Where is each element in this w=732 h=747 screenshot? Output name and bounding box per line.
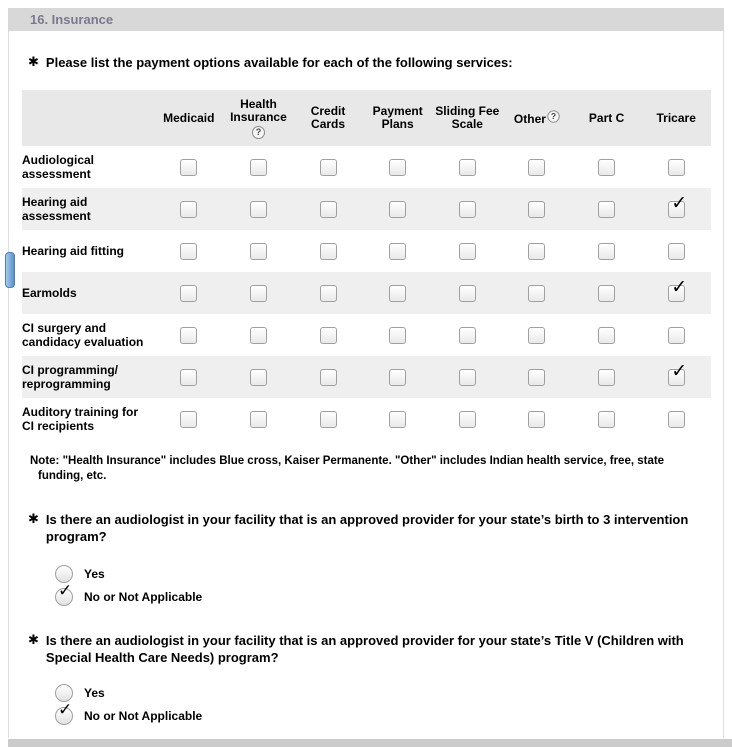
checkbox[interactable] <box>180 411 197 428</box>
checkbox[interactable] <box>598 243 615 260</box>
radio-group-title-v <box>55 683 202 725</box>
checkbox-cell <box>502 146 572 188</box>
checkbox-cell <box>224 356 294 398</box>
checkbox-cell <box>293 230 363 272</box>
checkbox-cell <box>572 272 642 314</box>
checkbox[interactable] <box>668 243 685 260</box>
radio-checkmark: ✓ <box>58 580 73 600</box>
row-label: Earmolds <box>22 286 77 300</box>
checkbox[interactable] <box>180 243 197 260</box>
checkbox-cell <box>433 188 503 230</box>
checkbox[interactable] <box>528 411 545 428</box>
checkbox-cell <box>154 356 224 398</box>
column-header-label: Part C <box>588 110 625 125</box>
checkbox-cell <box>363 314 433 356</box>
checkbox[interactable] <box>180 285 197 302</box>
checkbox[interactable] <box>528 369 545 386</box>
question-text: Is there an audiologist in your facility that is an approved provider for your state’s Title V (Children with Special Health Care Needs) program? <box>45 633 684 665</box>
question-text: Is there an audiologist in your facility that is an approved provider for your state’s birth to 3 intervention program? <box>45 512 689 544</box>
question-title-v <box>28 632 698 666</box>
checkbox[interactable] <box>250 369 267 386</box>
checkbox-cell <box>433 230 503 272</box>
column-header-label: Other ? <box>514 110 560 126</box>
checkbox-cell <box>154 272 224 314</box>
checkbox[interactable] <box>389 285 406 302</box>
radio-option[interactable] <box>55 699 203 725</box>
checkbox[interactable] <box>180 159 197 176</box>
row-label: Audiological assessment <box>22 153 94 181</box>
checkbox-cell <box>641 230 711 272</box>
checkbox-cell <box>433 272 503 314</box>
column-header-label: Sliding Fee Scale <box>435 104 500 131</box>
checkbox[interactable] <box>250 201 267 218</box>
required-asterisk: ✱ <box>28 632 39 647</box>
checkbox-cell <box>293 356 363 398</box>
checkbox[interactable] <box>320 285 337 302</box>
checkbox-cell <box>433 146 503 188</box>
checkbox[interactable] <box>459 285 476 302</box>
checkbox-cell <box>224 188 294 230</box>
help-icon[interactable]: ? <box>547 110 559 122</box>
checkbox-cell <box>502 398 572 440</box>
checkbox[interactable] <box>459 159 476 176</box>
checkbox[interactable] <box>250 327 267 344</box>
checkbox[interactable] <box>528 201 545 218</box>
matrix-row <box>22 188 711 230</box>
checkbox[interactable] <box>459 243 476 260</box>
column-header-label: Credit Cards <box>310 104 346 131</box>
column-header <box>641 109 711 128</box>
radio-option[interactable] <box>55 564 202 583</box>
matrix-row <box>22 356 711 398</box>
checkbox-cell <box>502 272 572 314</box>
column-header <box>293 102 363 134</box>
checkbox-cell <box>502 188 572 230</box>
checkbox-cell <box>224 146 294 188</box>
radio-option-label: No or Not Applicable <box>84 589 203 604</box>
checkbox-cell <box>224 230 294 272</box>
checkbox-cell <box>293 188 363 230</box>
checkbox[interactable] <box>250 159 267 176</box>
matrix-row <box>22 146 711 188</box>
checkbox[interactable] <box>320 369 337 386</box>
checkbox-checkmark: ✓ <box>671 361 688 382</box>
question-text: Please list the payment options available for each of the following services: <box>45 55 513 70</box>
checkbox-cell <box>154 398 224 440</box>
right-border-line <box>723 31 724 738</box>
checkbox-cell <box>433 398 503 440</box>
checkbox-cell <box>572 356 642 398</box>
row-label: CI programming/ reprogramming <box>22 363 119 391</box>
checkbox-cell <box>363 398 433 440</box>
checkbox-cell <box>224 398 294 440</box>
checkbox-cell <box>572 230 642 272</box>
checkbox[interactable] <box>598 201 615 218</box>
matrix-row <box>22 272 711 314</box>
checkbox[interactable] <box>320 243 337 260</box>
checkbox-cell <box>572 398 642 440</box>
checkbox-cell <box>502 314 572 356</box>
checkbox[interactable] <box>459 369 476 386</box>
required-asterisk: ✱ <box>28 511 39 526</box>
radio-button[interactable] <box>55 580 73 606</box>
radio-option-label: Yes <box>84 566 105 581</box>
checkbox-cell <box>293 398 363 440</box>
section-title: 16. Insurance <box>30 12 114 27</box>
checkbox-cell <box>224 314 294 356</box>
checkbox[interactable] <box>528 285 545 302</box>
section-header-bar <box>8 8 724 31</box>
radio-button[interactable] <box>55 699 73 725</box>
checkbox[interactable] <box>528 243 545 260</box>
checkbox-cell <box>224 272 294 314</box>
checkbox[interactable] <box>668 159 685 176</box>
checkbox[interactable] <box>320 201 337 218</box>
row-label: Auditory training for CI recipients <box>22 405 138 433</box>
checkbox-cell <box>641 314 711 356</box>
radio-option[interactable] <box>55 580 203 606</box>
row-label: Hearing aid assessment <box>22 195 91 223</box>
column-header-label: Tricare <box>656 110 696 125</box>
left-border-line <box>8 31 9 738</box>
checkbox-cell <box>641 398 711 440</box>
checkbox-cell <box>502 230 572 272</box>
checkbox[interactable] <box>250 285 267 302</box>
row-label: Hearing aid fitting <box>22 244 124 258</box>
checkbox[interactable] <box>389 327 406 344</box>
radio-button[interactable] <box>55 684 73 702</box>
checkbox[interactable] <box>598 411 615 428</box>
checkbox-cell <box>363 230 433 272</box>
radio-option[interactable] <box>55 683 202 702</box>
radio-checkmark: ✓ <box>58 699 73 719</box>
required-asterisk: ✱ <box>28 54 39 69</box>
note-text: Note: "Health Insurance" includes Blue cross, Kaiser Permanente. "Other" includes Indian health service, free, state funding, etc. <box>30 455 665 482</box>
checkbox-cell <box>293 314 363 356</box>
radio-group-birth-to-3 <box>55 564 202 606</box>
payment-matrix <box>22 90 711 440</box>
checkbox[interactable] <box>459 411 476 428</box>
matrix-row <box>22 314 711 356</box>
column-header-label: Health Insurance <box>230 96 287 124</box>
checkbox-cell <box>154 146 224 188</box>
row-label: CI surgery and candidacy evaluation <box>22 321 144 349</box>
radio-button[interactable] <box>55 565 73 583</box>
checkbox[interactable] <box>459 327 476 344</box>
scrollbar-thumb[interactable] <box>5 252 15 288</box>
payment-question <box>28 54 698 71</box>
matrix-header-row <box>22 90 711 146</box>
checkbox[interactable] <box>389 243 406 260</box>
checkbox-cell <box>363 146 433 188</box>
checkbox-cell <box>572 314 642 356</box>
checkbox[interactable] <box>668 411 685 428</box>
column-header <box>154 109 224 128</box>
help-icon[interactable]: ? <box>252 126 265 139</box>
checkbox-cell <box>641 272 711 314</box>
checkbox[interactable] <box>320 411 337 428</box>
checkbox[interactable] <box>598 285 615 302</box>
checkbox-cell <box>363 272 433 314</box>
radio-option-label: Yes <box>84 685 105 700</box>
checkbox[interactable] <box>250 243 267 260</box>
checkbox[interactable] <box>459 201 476 218</box>
checkbox[interactable] <box>389 159 406 176</box>
checkbox-cell <box>433 356 503 398</box>
checkbox-cell <box>154 188 224 230</box>
column-header <box>363 102 433 134</box>
column-header-label: Payment Plans <box>372 104 423 131</box>
checkbox-cell <box>641 188 711 230</box>
column-header-label: Medicaid <box>163 110 215 125</box>
checkbox[interactable] <box>180 369 197 386</box>
checkbox[interactable] <box>389 411 406 428</box>
checkbox-cell <box>641 146 711 188</box>
checkbox-cell <box>433 314 503 356</box>
checkbox-cell <box>293 272 363 314</box>
checkbox[interactable] <box>320 159 337 176</box>
column-header <box>502 107 572 129</box>
matrix-row <box>22 230 711 272</box>
checkbox[interactable] <box>598 159 615 176</box>
checkbox[interactable] <box>250 411 267 428</box>
checkbox[interactable] <box>668 327 685 344</box>
column-header <box>572 109 642 128</box>
checkbox-checkmark: ✓ <box>671 277 688 298</box>
question-birth-to-3 <box>28 511 698 545</box>
matrix-row <box>22 398 711 440</box>
checkbox[interactable] <box>389 201 406 218</box>
checkbox-cell <box>154 314 224 356</box>
checkbox-cell <box>363 188 433 230</box>
checkbox-cell <box>293 146 363 188</box>
next-section-bar <box>8 739 732 747</box>
checkbox[interactable] <box>528 327 545 344</box>
checkbox[interactable] <box>528 159 545 176</box>
checkbox-cell <box>502 356 572 398</box>
checkbox-cell <box>641 356 711 398</box>
radio-option-label: No or Not Applicable <box>84 708 203 723</box>
checkbox-cell <box>572 146 642 188</box>
checkbox-checkmark: ✓ <box>671 193 688 214</box>
checkbox[interactable] <box>598 327 615 344</box>
checkbox[interactable] <box>389 369 406 386</box>
checkbox-cell <box>363 356 433 398</box>
checkbox[interactable] <box>598 369 615 386</box>
checkbox[interactable] <box>180 327 197 344</box>
checkbox-cell <box>572 188 642 230</box>
checkbox[interactable] <box>180 201 197 218</box>
checkbox[interactable] <box>320 327 337 344</box>
column-header <box>433 102 503 134</box>
checkbox-cell <box>154 230 224 272</box>
column-header <box>224 95 294 142</box>
